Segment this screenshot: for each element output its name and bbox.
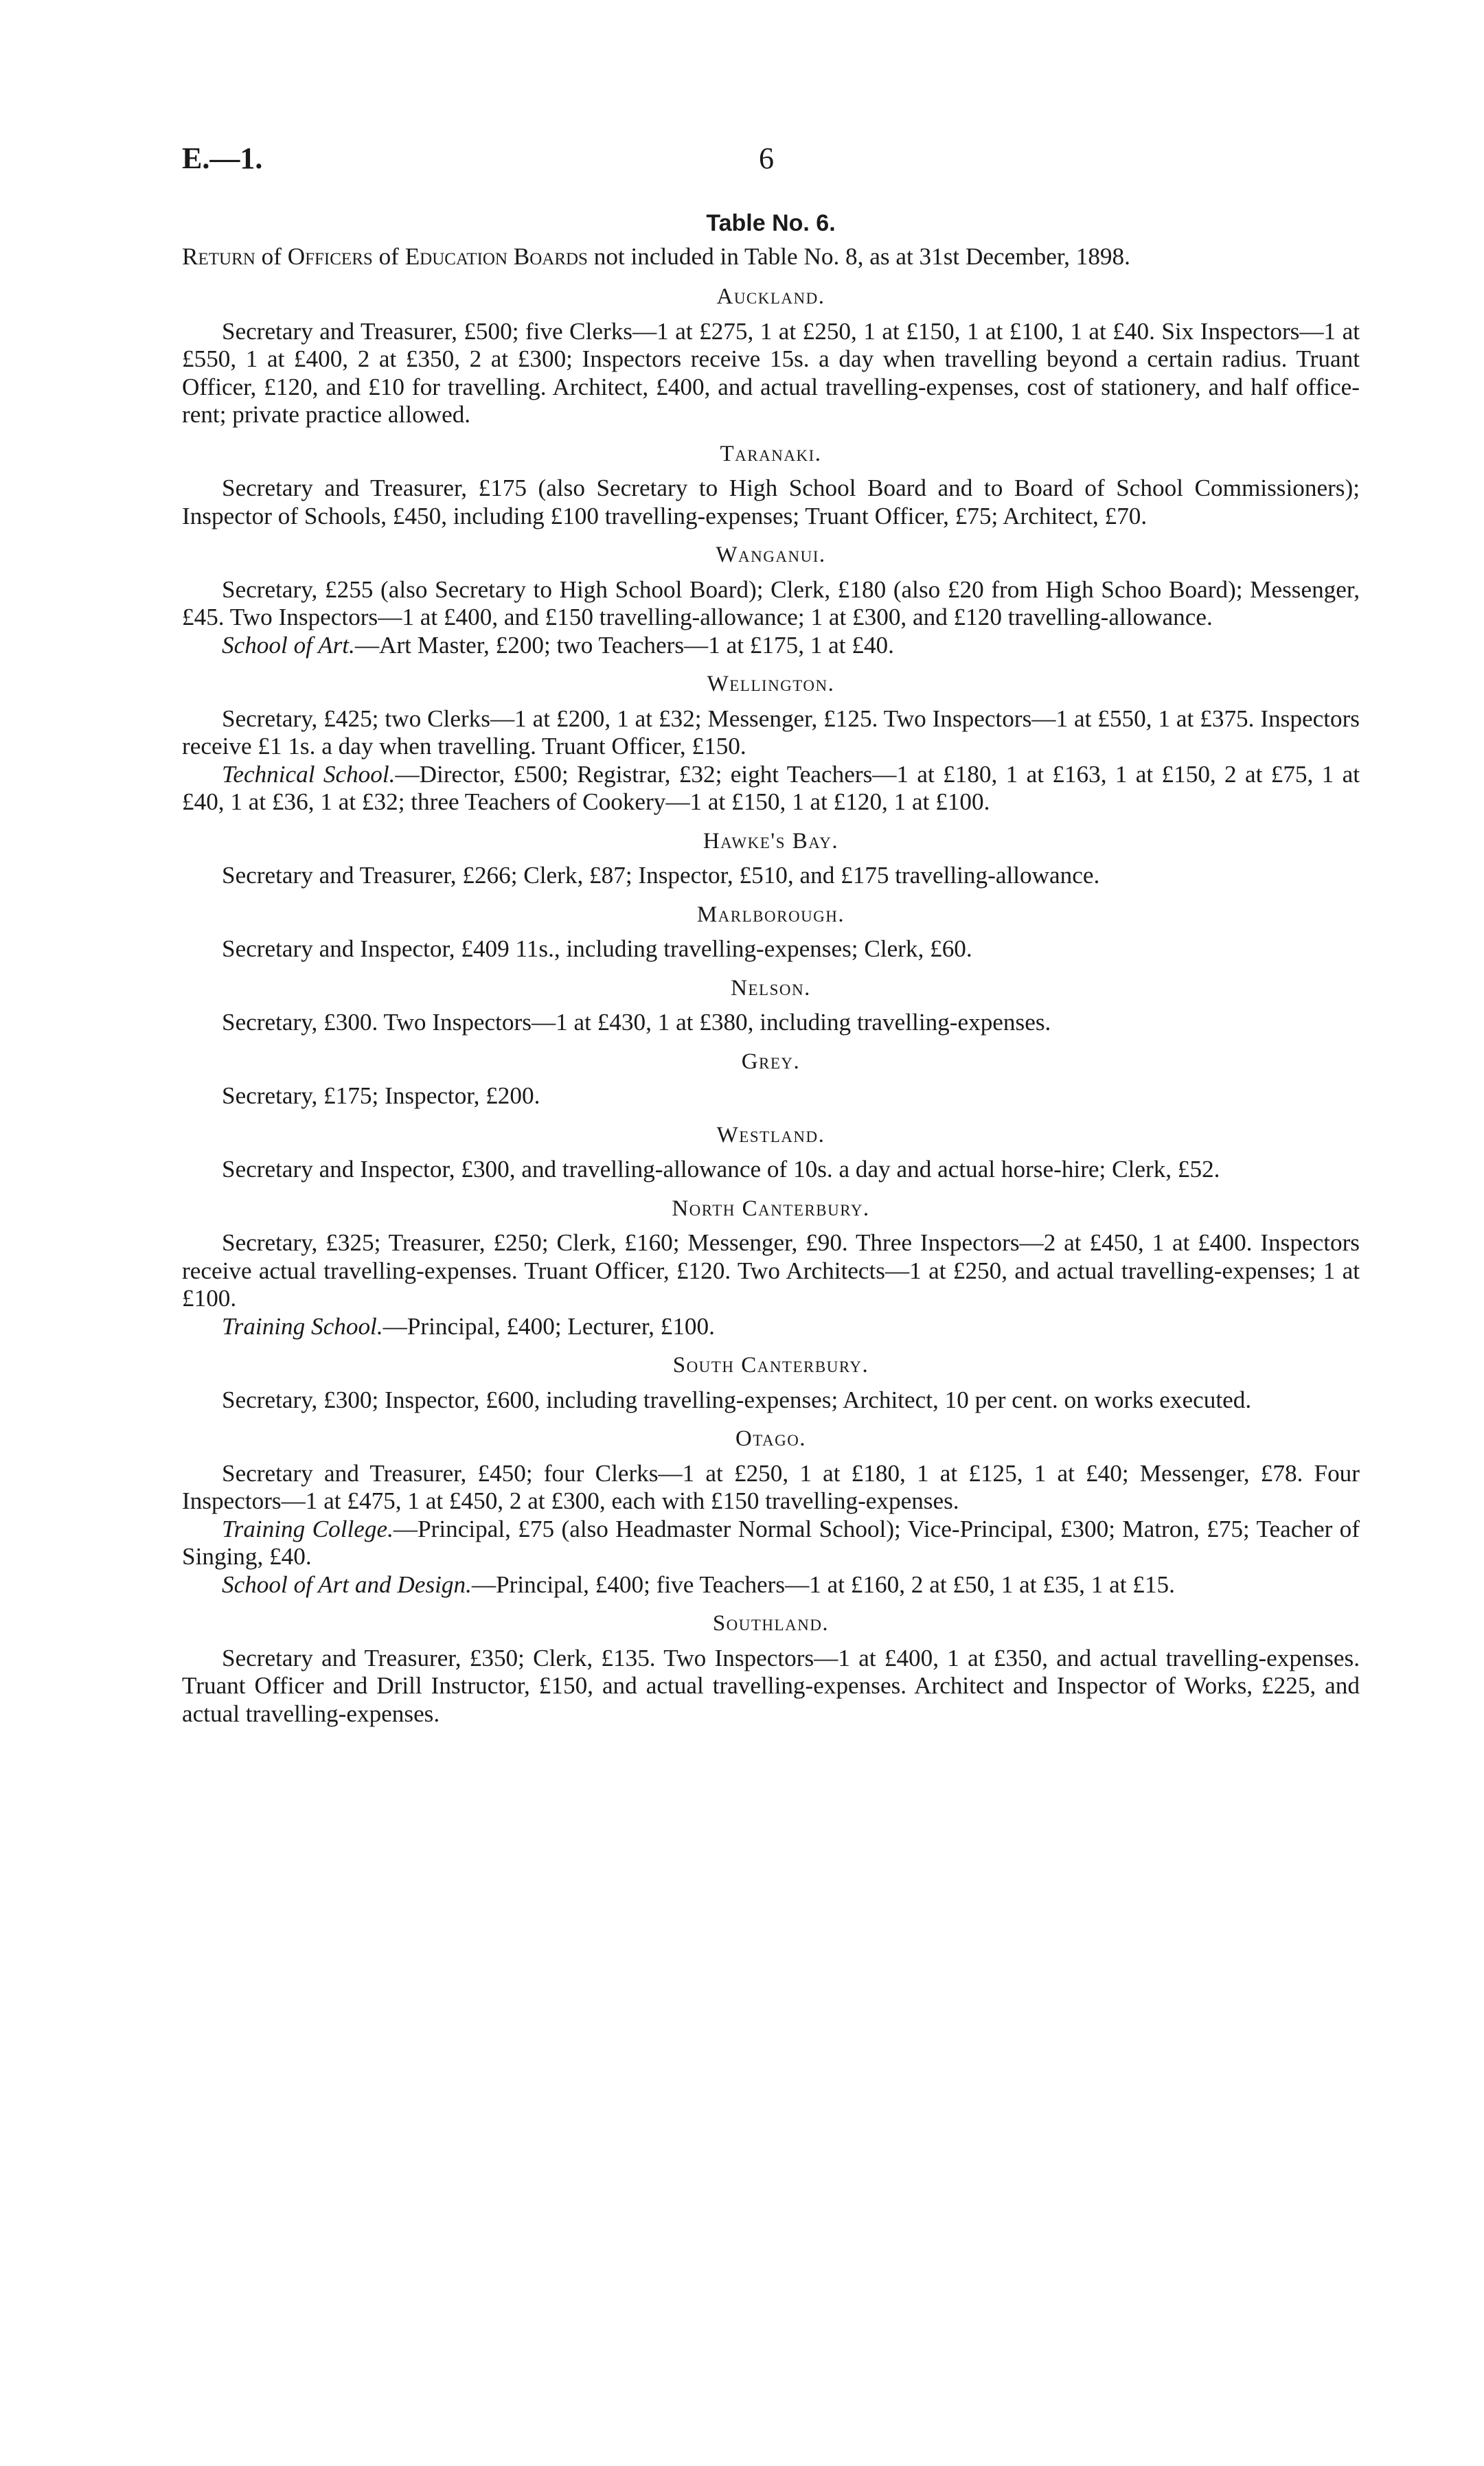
region-heading: Taranaki.	[720, 441, 822, 466]
paragraph-text: —Principal, £400; Lecturer, £100.	[383, 1312, 715, 1340]
region-heading: South Canterbury.	[672, 1353, 869, 1378]
caption-word: Return	[182, 242, 255, 270]
region-heading: Westland.	[716, 1122, 825, 1148]
region-heading: Auckland.	[716, 284, 825, 309]
paragraph-text: Secretary, £300. Two Inspectors—1 at £430, 1 at £380, including travelling-expenses.	[222, 1009, 1051, 1036]
region-paragraph	[182, 632, 1360, 660]
table-caption	[182, 243, 1360, 271]
region-heading: Otago.	[735, 1426, 807, 1451]
region-heading: Southland.	[712, 1611, 830, 1636]
subsection-label: Technical School.	[222, 760, 396, 788]
region-paragraph	[182, 576, 1360, 632]
paragraph-text: Secretary and Treasurer, £500; five Clerks—1 at £275, 1 at £250, 1 at £150, 1 at £100, 1 at £40. Six Inspectors—1 at £550, 1 at £400, 2 at £350, 2 at £300; Inspectors receive 15s. a day when travelling beyond a certain radius. Truant Officer, £120, and £10 for travelling. Architect, £400, and actual travelling-expenses, cost of stationery, and half office-rent; private practice allowed.	[182, 317, 1360, 428]
region-paragraph	[182, 1009, 1360, 1037]
region-heading: North Canterbury.	[672, 1196, 870, 1221]
subsection-label: Training School.	[222, 1312, 383, 1340]
region-heading: Grey.	[741, 1049, 801, 1074]
subsection-label: Training College.	[222, 1515, 393, 1542]
region-paragraph	[182, 935, 1360, 963]
region-paragraph	[182, 705, 1360, 761]
paragraph-text: Secretary, £425; two Clerks—1 at £200, 1 at £32; Messenger, £125. Two Inspectors—1 at £550, 1 at £375. Inspectors receive £1 1s. a day when travelling. Truant Officer, £150.	[182, 705, 1360, 760]
caption-text: not included in Table No. 8, as at 31st December, 1898.	[593, 242, 1130, 270]
region-paragraph	[182, 1516, 1360, 1571]
paragraph-text: Secretary and Inspector, £300, and travelling-allowance of 10s. a day and actual horse-hire; Clerk, £52.	[222, 1156, 1220, 1183]
region-heading: Marlborough.	[696, 902, 845, 927]
paragraph-text: Secretary and Treasurer, £450; four Clerks—1 at £250, 1 at £180, 1 at £125, 1 at £40; Messenger, £78. Four Inspectors—1 at £475, 1 at £450, 2 at £300, each with £150 travelling-expenses.	[182, 1459, 1360, 1514]
sections-list	[182, 283, 1360, 1728]
region-heading: Wanganui.	[716, 543, 826, 567]
region-heading: Wellington.	[707, 672, 835, 696]
table-title: Table No. 6.	[706, 210, 836, 236]
region-paragraph	[182, 1571, 1360, 1599]
page-header	[182, 141, 1302, 189]
paragraph-text: —Principal, £75 (also Headmaster Normal School); Vice-Principal, £300; Matron, £75; Teacher of Singing, £40.	[182, 1515, 1360, 1570]
region-paragraph	[182, 761, 1360, 817]
region-paragraph	[182, 318, 1360, 429]
caption-word: Education Boards	[404, 242, 588, 270]
region-heading: Hawke's Bay.	[703, 828, 839, 854]
paragraph-text: —Art Master, £200; two Teachers—1 at £175, 1 at £40.	[354, 631, 894, 659]
caption-word: of	[261, 242, 282, 270]
paragraph-text: Secretary, £325; Treasurer, £250; Clerk, £160; Messenger, £90. Three Inspectors—2 at £450, 1 at £400. Inspectors receive actual travelling-expenses. Truant Officer, £120. Two Architects—1 at £250, and actual travelling-expenses; 1 at £100.	[182, 1229, 1360, 1312]
region-heading: Nelson.	[731, 975, 811, 1001]
paragraph-text: —Principal, £400; five Teachers—1 at £160, 2 at £50, 1 at £35, 1 at £15.	[471, 1571, 1175, 1598]
region-paragraph	[182, 1156, 1360, 1184]
region-paragraph	[182, 1082, 1360, 1110]
subsection-label: School of Art.	[222, 631, 355, 659]
region-paragraph	[182, 1313, 1360, 1341]
document-body	[182, 209, 1360, 1728]
region-paragraph	[182, 1386, 1360, 1415]
region-paragraph	[182, 1645, 1360, 1728]
document-reference: E.—1.	[182, 141, 263, 175]
region-paragraph	[182, 1460, 1360, 1516]
paragraph-text: Secretary, £255 (also Secretary to High School Board); Clerk, £180 (also £20 from High Schoo Board); Messenger, £45. Two Inspectors—1 at £400, and £150 travelling-allowance; 1 at £300, and £120 travelling-allowance.	[182, 575, 1360, 630]
paragraph-text: Secretary and Inspector, £409 11s., including travelling-expenses; Clerk, £60.	[222, 935, 972, 962]
caption-word: Officers	[287, 242, 373, 270]
region-paragraph	[182, 1229, 1360, 1313]
page-number: 6	[759, 141, 774, 175]
paragraph-text: Secretary, £175; Inspector, £200.	[222, 1082, 540, 1109]
paragraph-text: Secretary, £300; Inspector, £600, including travelling-expenses; Architect, 10 per cent. on works executed.	[222, 1386, 1252, 1413]
paragraph-text: —Director, £500; Registrar, £32; eight Teachers—1 at £180, 1 at £163, 1 at £150, 2 at £75, 1 at £40, 1 at £36, 1 at £32; three Teachers of Cookery—1 at £150, 1 at £120, 1 at £100.	[182, 760, 1360, 815]
region-paragraph	[182, 475, 1360, 530]
caption-word: of	[378, 242, 399, 270]
paragraph-text: Secretary and Treasurer, £350; Clerk, £135. Two Inspectors—1 at £400, 1 at £350, and actual travelling-expenses. Truant Officer and Drill Instructor, £150, and actual travelling-expenses. Architect and Inspector of Works, £225, and actual travelling-expenses.	[182, 1644, 1360, 1727]
subsection-label: School of Art and Design.	[222, 1571, 472, 1598]
paragraph-text: Secretary and Treasurer, £266; Clerk, £87; Inspector, £510, and £175 travelling-allowance.	[222, 862, 1100, 889]
paragraph-text: Secretary and Treasurer, £175 (also Secretary to High School Board and to Board of School Commissioners); Inspector of Schools, £450, including £100 travelling-expenses; Truant Officer, £75; Architect, £70.	[182, 475, 1360, 529]
region-paragraph	[182, 862, 1360, 890]
